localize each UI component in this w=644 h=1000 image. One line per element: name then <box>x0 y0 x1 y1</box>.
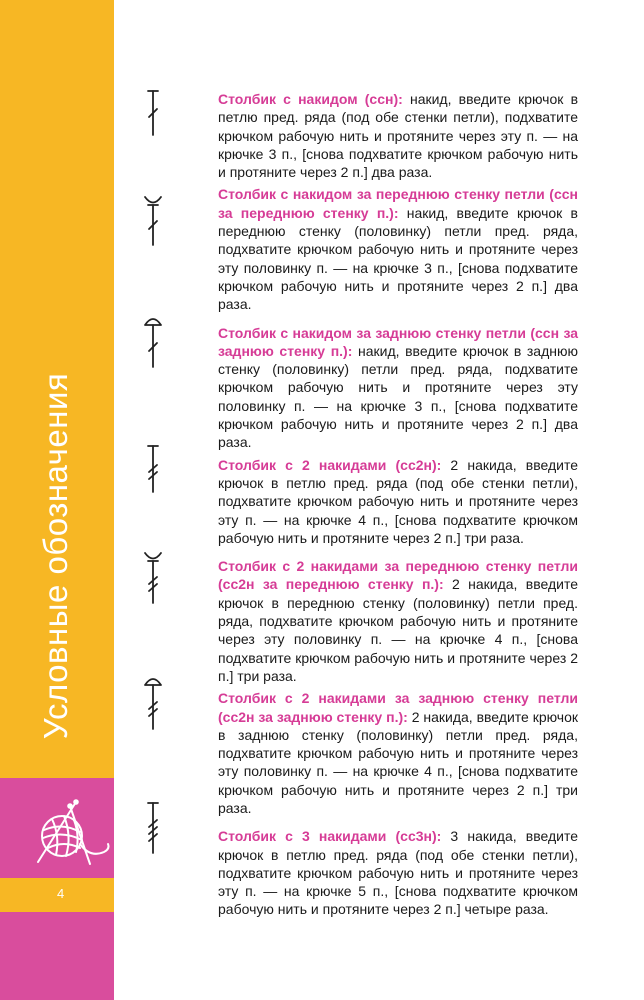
term-label: Столбик с 3 накидами (сс3н): <box>218 828 442 845</box>
term-description: накид, введите крючок в заднюю стенку (половинку) петли пред. ряда, подхватите крючком рабочую нить и протяните через эту половинку п. — на крючке 3 п., [снова подхватите крючком рабочую нить и протяните через 2 п.] два раза. <box>218 342 578 451</box>
term-label: Столбик с 2 накидами (сс2н): <box>218 456 442 473</box>
term-label: Столбик с накидом (ссн): <box>218 91 403 107</box>
term-description: 2 накида, введите крючок в петлю пред. ряда (под обе стенки петли), подхватите крючком рабочую нить и протяните через эту п. — на крючке 4 п., [снова подхватите крючком рабочую нить и протяните через 2 п.] три раза. <box>218 456 578 546</box>
page-number: 4 <box>57 886 65 901</box>
section-title-text: Условные обозначения <box>37 372 74 740</box>
term-label: Столбик с 2 накидами за переднюю стенку петли (сс2н за переднюю стенку п.): <box>218 558 578 593</box>
term-description: 3 накида, введите крючок в петлю пред. ряда (под обе стенки петли), подхватите крючком рабочую нить и протяните через эту п. — на крючке 5 п., [снова подхватите крючком рабочую нить и протяните через 2 п.] четыре раза. <box>218 828 578 918</box>
term-description: накид, введите крючок в переднюю стенку (половинку) петли пред. ряда, подхватите крючком рабочую нить и протяните через эту половинку п. — на крючке 3 п., [снова подхватите крючком рабочую нить и протяните через 2 п.] два раза. <box>218 204 578 313</box>
symbol-column <box>140 0 180 1000</box>
term-description: 2 накида, введите крючок в заднюю стенку (половинку) петли пред. ряда, подхватите крючком рабочую нить и протяните через эту половинку п. — на крючке 4 п., [снова подхватите крючком рабочую нить и протяните через 2 п.] три раза. <box>218 708 579 816</box>
double-treble-front-loop-symbol <box>140 550 170 606</box>
legend-entry-double-treble-back-loop <box>218 689 578 817</box>
treble-crochet-symbol <box>140 88 170 138</box>
legend-entry-double-treble <box>218 456 578 547</box>
treble-back-loop-symbol <box>140 314 170 370</box>
legend-content <box>218 90 578 919</box>
term-label: Столбик с накидом за переднюю стенку петли (ссн за переднюю стенку п.): <box>218 186 578 221</box>
legend-entry-treble-back-loop <box>218 324 578 452</box>
yarn-ball-icon <box>30 792 110 872</box>
triple-treble-symbol <box>140 800 170 856</box>
term-description: 2 накида, введите крючок в переднюю стенку (половинку) петли пред. ряда, подхватите крючком рабочую нить и протяните через эту половинку п. — на крючке 4 п., [снова подхватите крючком рабочую нить и протяните через 2 п.] три раза. <box>218 576 578 684</box>
term-label: Столбик с накидом за заднюю стенку петли (ссн за заднюю стенку п.): <box>218 324 578 359</box>
term-description: накид, введите крючок в петлю пред. ряда (под обе стенки петли), подхватите крючком рабочую нить и протяните через эту п. — на крючке 3 п., [снова подхватите крючком рабочую нить и протяните через 2 п.] два раза. <box>218 91 579 181</box>
legend-entry-double-treble-front-loop <box>218 557 578 685</box>
treble-front-loop-symbol <box>140 194 170 248</box>
term-label: Столбик с 2 накидами за заднюю стенку петли (сс2н за заднюю стенку п.): <box>218 690 578 725</box>
legend-entry-treble <box>218 90 578 181</box>
sidebar <box>0 0 114 1000</box>
legend-entry-treble-front-loop <box>218 185 578 313</box>
legend-entry-triple-treble <box>218 827 578 918</box>
double-treble-back-loop-symbol <box>140 674 170 732</box>
double-treble-symbol <box>140 443 170 495</box>
